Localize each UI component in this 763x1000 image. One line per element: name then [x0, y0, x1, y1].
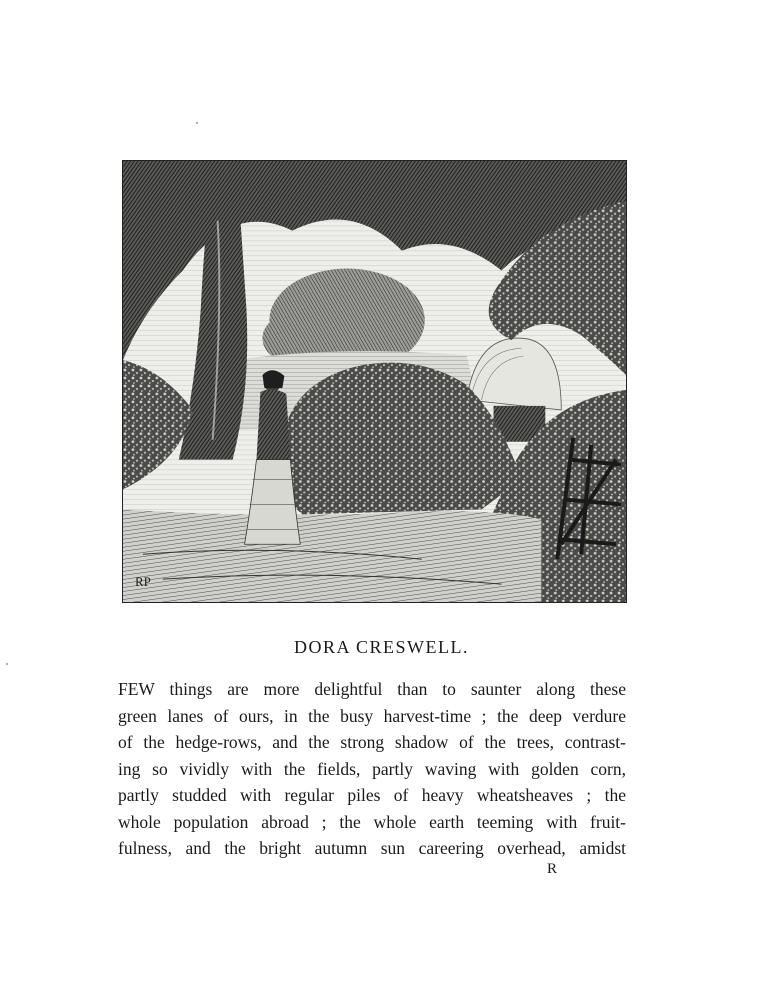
body-paragraph — [118, 676, 626, 862]
signature-mark: R — [547, 861, 558, 877]
text-line: of the hedge-rows, and the strong shadow of the trees, contrast- — [118, 732, 626, 752]
paper-speck — [6, 663, 8, 665]
text-line: partly studded with regular piles of heavy wheatsheaves ; the — [118, 785, 626, 805]
engraving-illustration — [122, 160, 627, 603]
engraving-image — [123, 161, 626, 602]
illustrator-monogram: RP — [134, 574, 151, 590]
text-line: FEW things are more delightful than to saunter along these — [118, 679, 626, 699]
text-line: ing so vividly with the fields, partly waving with golden corn, — [118, 758, 626, 779]
text-line: green lanes of ours, in the busy harvest-time ; the deep verdure — [118, 705, 626, 726]
text-line: whole population abroad ; the whole earth teeming with fruit- — [118, 811, 626, 832]
paper-speck — [196, 122, 198, 124]
chapter-title: DORA CRESWELL. — [293, 637, 469, 657]
text-line: fulness, and the bright autumn sun careering overhead, amidst — [118, 838, 626, 858]
